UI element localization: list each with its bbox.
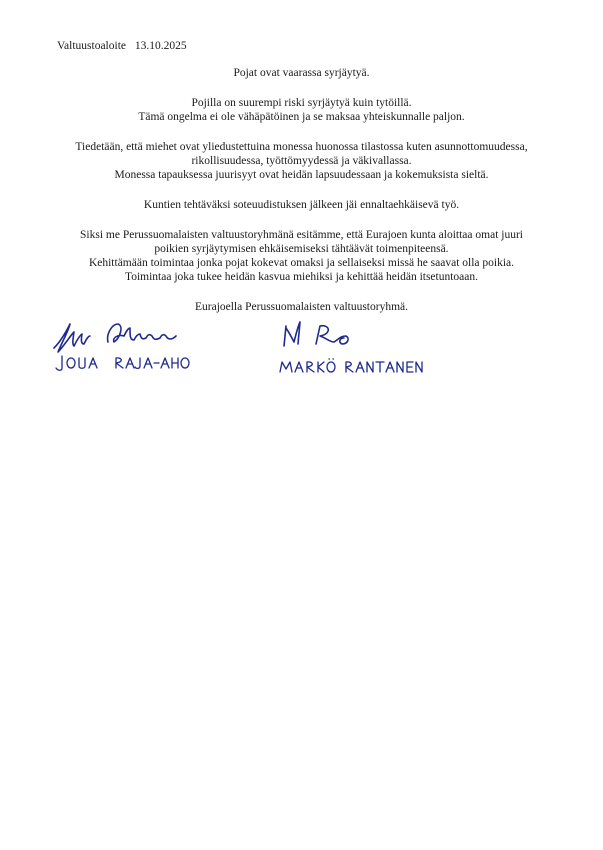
paragraph-4 (40, 228, 563, 284)
paragraph-line: Siksi me Perussuomalaisten valtuustoryhmänä esitämme, että Eurajoen kunta aloittaa omat juuri (80, 229, 523, 241)
paragraph-line: Pojilla on suurempi riski syrjäytyä kuin tytöillä. (191, 97, 412, 109)
paragraph-line: Tämä ongelma ei ole vähäpätöinen ja se maksaa yhteiskunnalle paljon. (138, 111, 465, 123)
paragraph-line: poikien syrjäytymisen ehkäisemiseksi tähtäävät toimenpiteensä. (154, 243, 449, 255)
paragraph-2 (40, 140, 563, 182)
title-line: Pojat ovat vaarassa syrjäytyä. (233, 67, 370, 79)
paragraph-line: rikollisuudessa, työttömyydessä ja väkivallassa. (191, 155, 412, 167)
paragraph-line: Tiedetään, että miehet ovat yliedustettuina monessa huonossa tilastossa kuten asunnottomuudessa, (75, 141, 528, 153)
closing-line (40, 300, 563, 314)
paragraph-1 (40, 96, 563, 124)
document-header (57, 40, 187, 52)
document-type-label: Valtuustoaloite (57, 40, 126, 52)
paragraph-line: Kehittämään toimintaa jonka pojat kokevat omaksi ja sellaiseksi missä he saavat olla poikia. (88, 257, 515, 269)
paragraph-line: Toimintaa joka tukee heidän kasvua miehiksi ja kehittää heidän itsetuntoaan. (124, 271, 479, 283)
paragraph-line: Eurajoella Perussuomalaisten valtuustoryhmä. (194, 301, 409, 313)
paragraph-line: Monessa tapauksessa juurisyyt ovat heidän lapsuudessaan ja kokemuksista sieltä. (114, 169, 489, 181)
paragraph-line: Kuntien tehtäväksi soteuudistuksen jälkeen jäi ennaltaehkäisevä työ. (143, 199, 460, 211)
paragraph-3 (40, 198, 563, 212)
document-date: 13.10.2025 (134, 40, 187, 52)
document-body (40, 66, 563, 330)
document-title (40, 66, 563, 80)
